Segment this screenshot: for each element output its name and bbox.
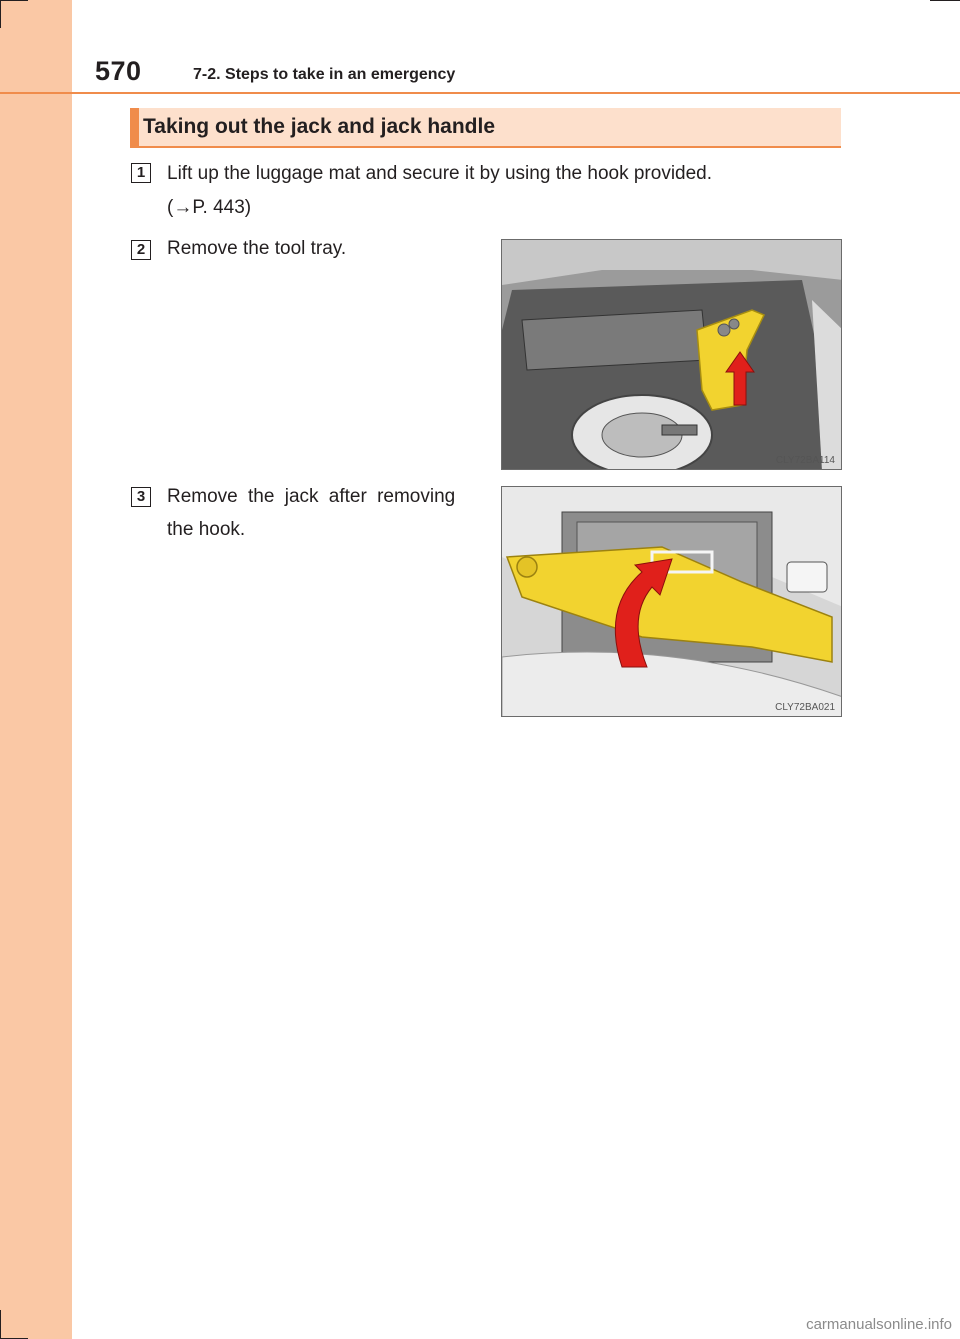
step-2-text: Remove the tool tray. bbox=[167, 238, 347, 259]
step-1-text-line2: (→P. 443) bbox=[167, 197, 252, 218]
crop-mark-top-right bbox=[930, 0, 960, 1]
step-3-text-line2: the hook. bbox=[167, 519, 246, 540]
step-1-number: 1 bbox=[131, 163, 151, 183]
figure-code-2: CLY72BA021 bbox=[775, 702, 835, 713]
subheading-accent-bar bbox=[130, 108, 139, 148]
figure-tool-tray bbox=[501, 239, 842, 470]
side-color-band bbox=[0, 0, 72, 1339]
step-2-number: 2 bbox=[131, 240, 151, 260]
section-title: 7-2. Steps to take in an emergency bbox=[193, 66, 456, 83]
crop-mark-bottom-left bbox=[0, 1310, 1, 1339]
page-number: 570 bbox=[95, 56, 142, 86]
trunk-tool-tray-illustration bbox=[502, 240, 842, 470]
step-3-number: 3 bbox=[131, 487, 151, 507]
crop-mark-top-left bbox=[0, 0, 1, 28]
header-rule bbox=[0, 92, 960, 94]
jack-removal-illustration bbox=[502, 487, 842, 717]
watermark-text: carmanualsonline.info bbox=[806, 1316, 952, 1333]
figure-code-1: CLY72BA114 bbox=[775, 455, 835, 466]
step-3-text-line1: Remove the jack after removing bbox=[167, 486, 456, 507]
step-1-text-line1: Lift up the luggage mat and secure it by using the hook provided. bbox=[167, 163, 713, 184]
crop-mark-top-left-h bbox=[0, 0, 28, 1]
figure-jack-removal bbox=[501, 486, 842, 717]
subheading-box bbox=[130, 108, 841, 148]
subheading-title: Taking out the jack and jack handle bbox=[143, 115, 496, 138]
